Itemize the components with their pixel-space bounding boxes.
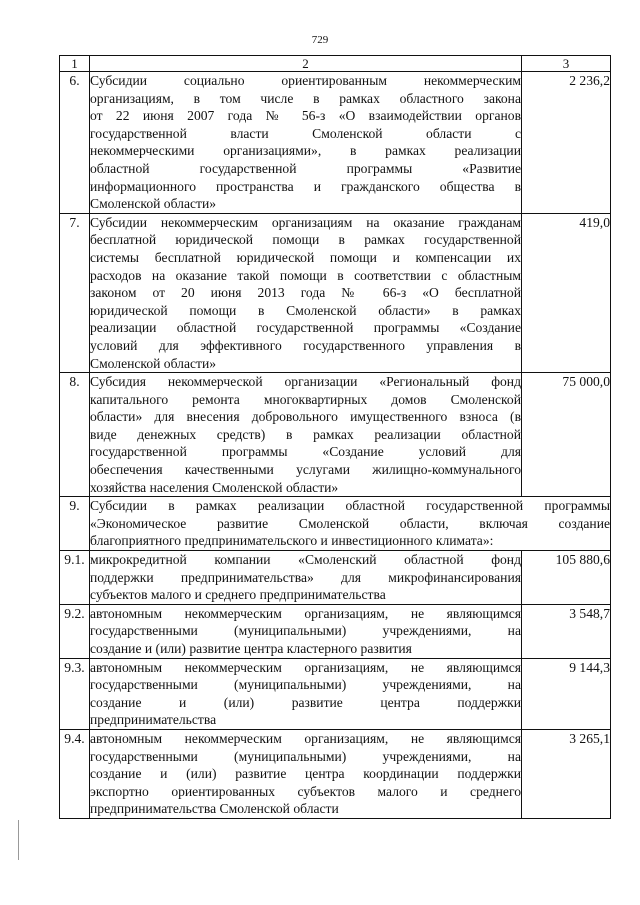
description-line: поддержки предпринимательства» для микрофинансирования [90,569,521,585]
row-amount: 2 236,2 [522,72,611,214]
description-line: от 22 июня 2007 года № 56-з «О взаимодействии органов [90,108,521,124]
description-line: автономным некоммерческим организациям, не являющимся [90,659,521,675]
description-line: государственными (муниципальными) учреждениями, на [90,748,521,764]
description-line: благоприятного предпринимательского и инвестиционного климата»: [90,533,494,549]
row-description [90,658,522,729]
description-line: государственными (муниципальными) учреждениями, на [90,623,521,639]
row-number: 9.1. [60,551,90,605]
row-amount: 3 265,1 [522,729,611,818]
description-line: Субсидии в рамках реализации областной государственной программы [90,498,610,514]
table-row [60,551,611,605]
table-row [60,373,611,497]
description-line: информационного пространства и гражданского общества в [90,178,521,194]
description-line: виде денежных средств) в рамках реализации областной [90,426,521,442]
row-description [90,213,522,372]
row-amount: 9 144,3 [522,658,611,729]
table-row [60,497,611,551]
description-line: экспортно ориентированных субъектов малого и среднего [90,783,521,799]
description-line: некоммерческими организациями», в рамках реализации [90,143,521,159]
row-number: 8. [60,373,90,497]
description-line: микрокредитной компании «Смоленский областной фонд [90,552,521,568]
description-line: автономным некоммерческим организациям, не являющимся [90,605,521,621]
description-line: государственными (муниципальными) учреждениями, на [90,677,521,693]
row-description [90,497,611,551]
table-row [60,72,611,214]
table-header-row [60,56,611,72]
description-line: Смоленской области» [90,196,217,212]
row-description [90,551,522,605]
header-col-1: 1 [60,56,90,72]
row-description [90,729,522,818]
row-number: 6. [60,72,90,214]
description-line: обеспечения качественными услугами жилищно-коммунального [90,462,521,478]
description-line: юридической помощи в Смоленской области» в рамках [90,302,521,318]
description-line: создание и (или) развитие центра кластерного развития [90,641,412,656]
description-line: хозяйства населения Смоленской области» [90,479,339,495]
row-number: 9.4. [60,729,90,818]
table-row [60,213,611,372]
description-line: автономным некоммерческим организациям, не являющимся [90,730,521,746]
description-line: расходов на оказание такой помощи в соответствии с областным [90,267,521,283]
header-col-2: 2 [90,56,522,72]
row-amount: 105 880,6 [522,551,611,605]
description-line: области» для внесения добровольного имущественного взноса (в [90,409,521,425]
description-line: государственной власти Смоленской области с [90,125,521,141]
description-line: организациям, в том числе в рамках областного закона [90,90,521,106]
description-line: условий для эффективного государственного управления в [90,337,521,353]
row-amount: 419,0 [522,213,611,372]
row-amount: 3 548,7 [522,604,611,658]
row-number: 9.2. [60,604,90,658]
budget-table [59,55,611,819]
scan-margin-mark [18,820,19,860]
page-number: 729 [311,34,329,46]
header-col-3: 3 [522,56,611,72]
row-description [90,604,522,658]
description-line: «Экономическое развитие Смоленской области, включая создание [90,515,610,531]
description-line: системы бесплатной юридической помощи и компенсации их [90,249,521,265]
table-row [60,658,611,729]
description-line: создание и (или) развитие центра поддержки [90,694,521,710]
table-row [60,729,611,818]
description-line: Субсидия некоммерческой организации «Региональный фонд [90,374,521,390]
row-number: 9. [60,497,90,551]
row-description [90,72,522,214]
description-line: областной государственной программы «Развитие [90,160,521,176]
row-number: 9.3. [60,658,90,729]
description-line: Смоленской области» [90,355,217,371]
description-line: предпринимательства Смоленской области [90,801,339,817]
row-description [90,373,522,497]
description-line: реализации областной государственной программы «Создание [90,320,521,336]
description-line: Субсидии социально ориентированным некоммерческим [90,73,521,88]
description-line: субъектов малого и среднего предпринимательства [90,587,386,603]
description-line: бесплатной юридической помощи в рамках государственной [90,232,521,248]
description-line: капитального ремонта многоквартирных домов Смоленской [90,391,521,407]
row-amount: 75 000,0 [522,373,611,497]
table-row [60,604,611,658]
description-line: законом от 20 июня 2013 года № 66-з «О бесплатной [90,285,521,301]
description-line: предпринимательства [90,712,217,728]
description-line: Субсидии некоммерческим организациям на оказание гражданам [90,214,521,230]
description-line: государственной программы «Создание условий для [90,444,521,460]
row-number: 7. [60,213,90,372]
description-line: создание и (или) развитие центра координации поддержки [90,766,521,782]
